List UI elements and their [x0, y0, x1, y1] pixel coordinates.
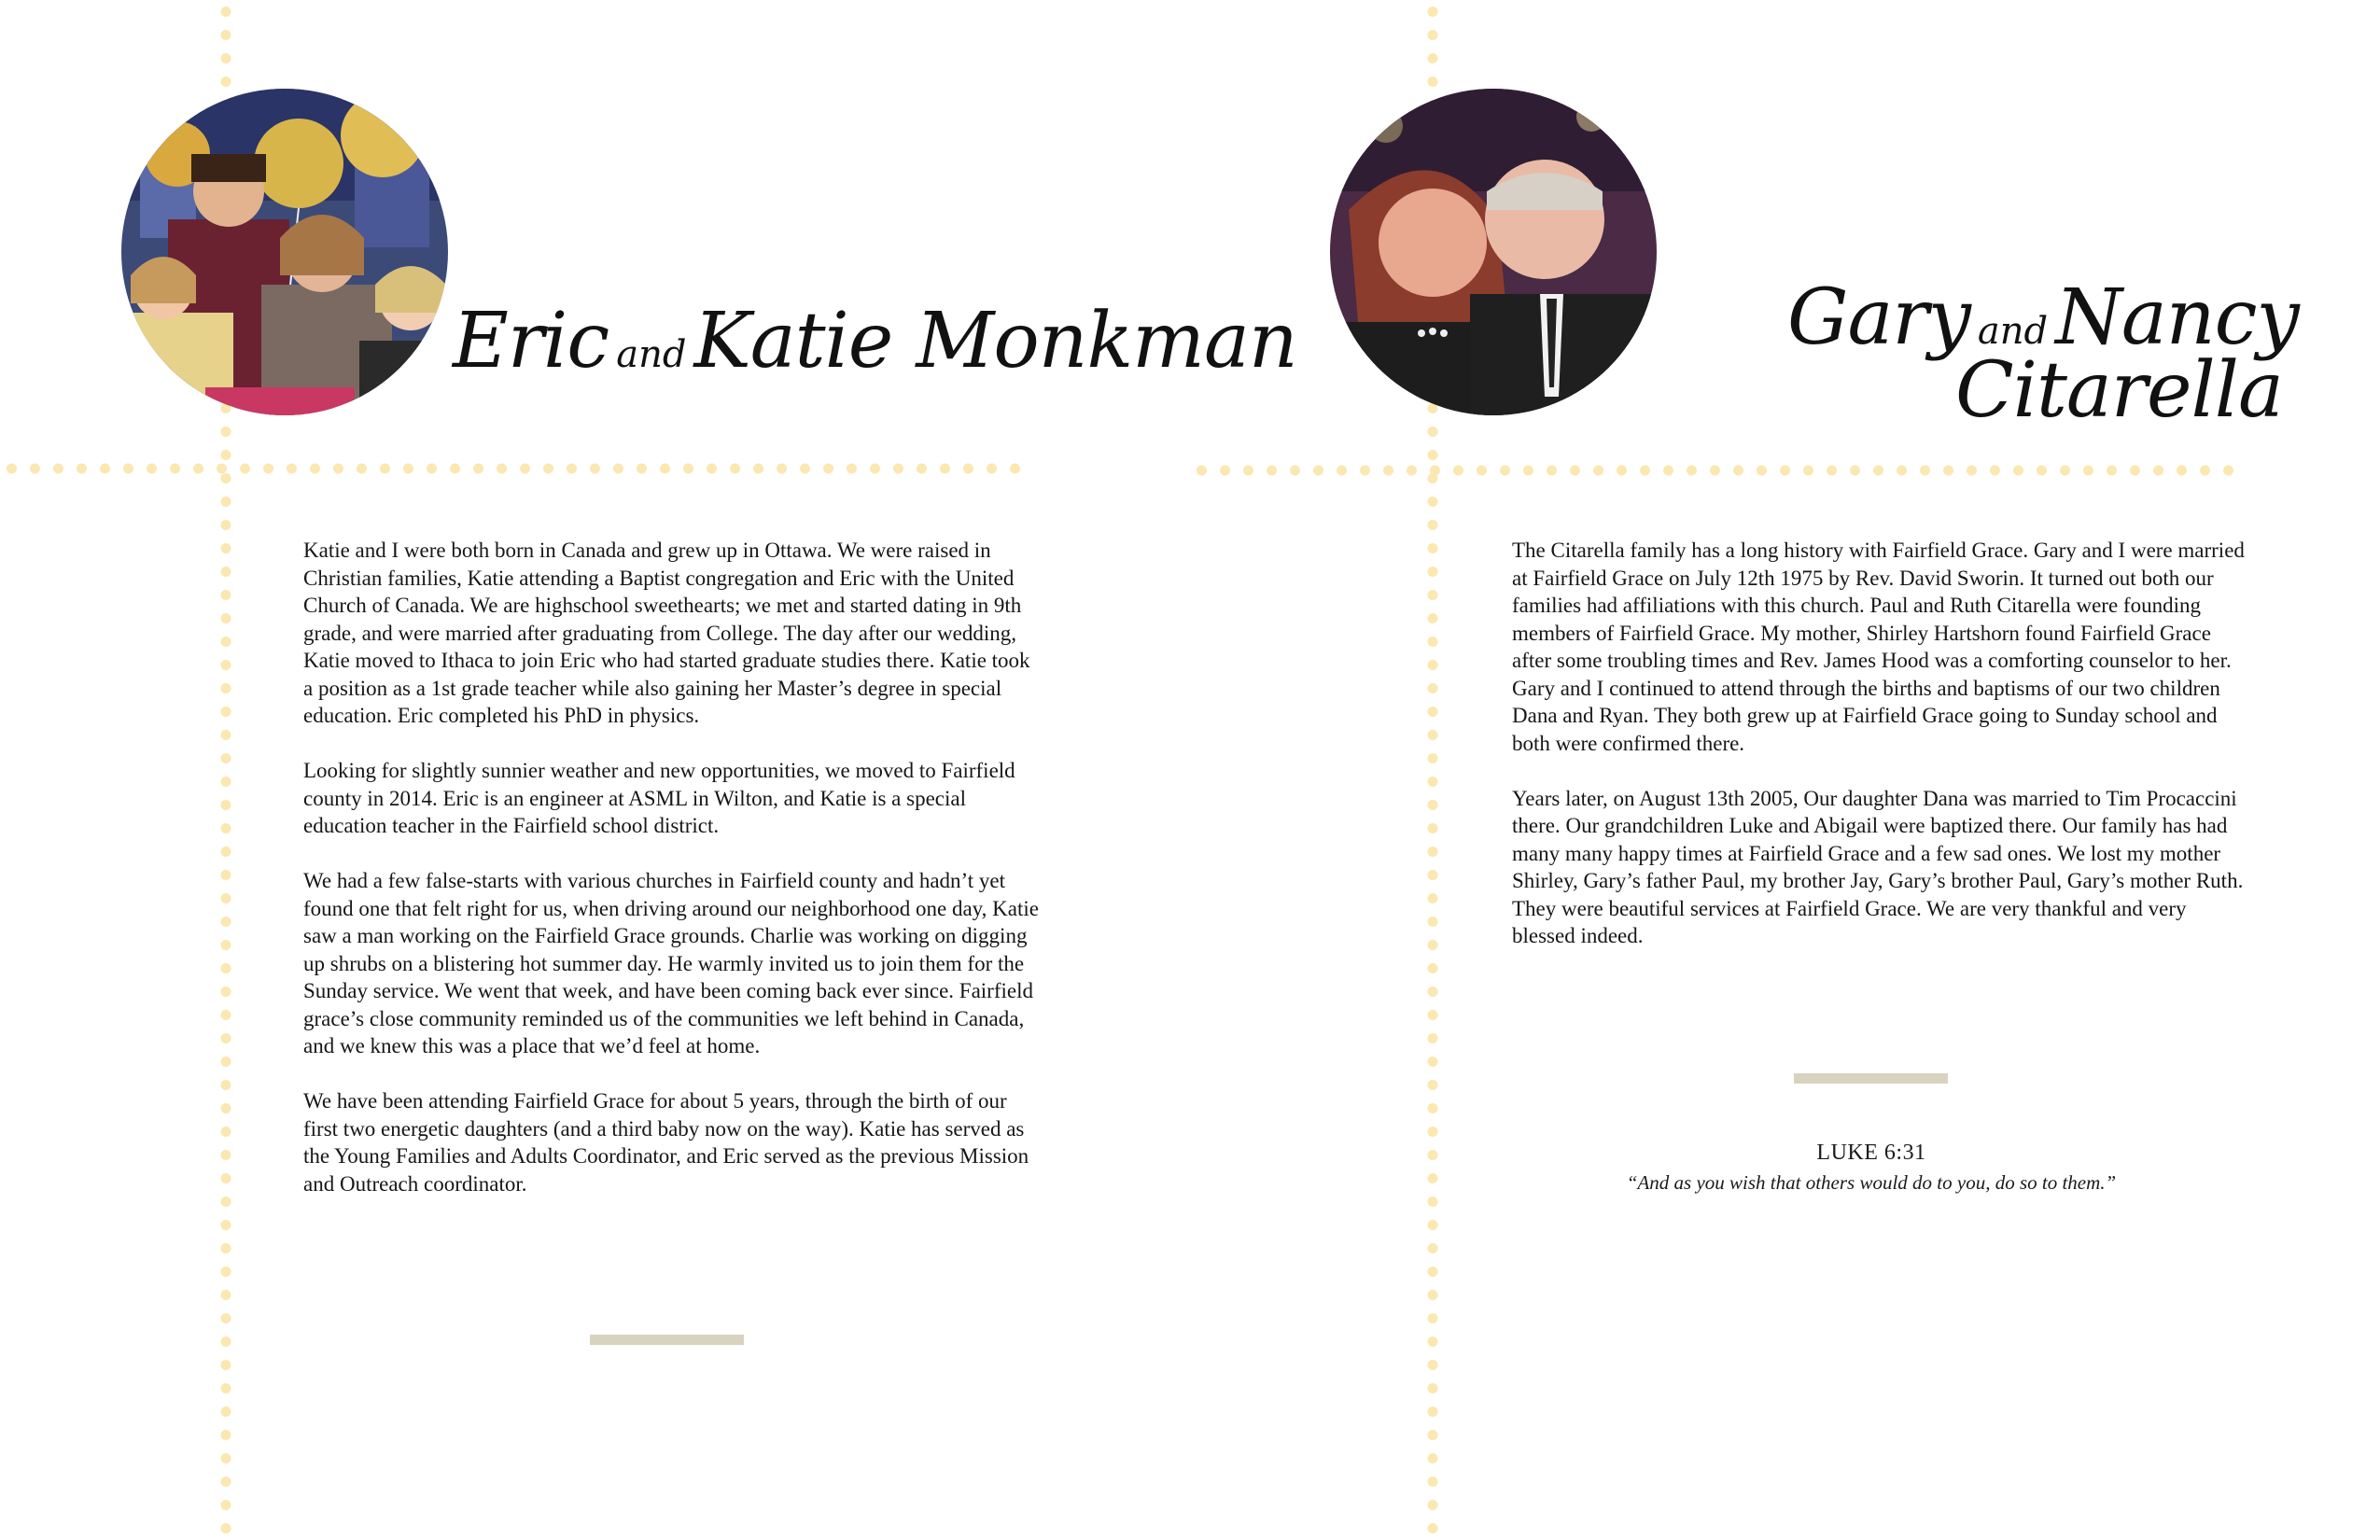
monkman-title [453, 297, 1297, 385]
title-and: and [1977, 310, 2049, 353]
story-paragraph: Looking for slightly sunnier weather and new opportunities, we moved to Fairfield county in 2014. Eric is an engineer at ASML in Wilton, and Katie is a special education teacher in the Fairfield school district. [303, 759, 1015, 837]
monkman-family-photo [121, 89, 448, 415]
right-page [1190, 0, 2380, 1540]
title-line-1 [1787, 273, 2299, 362]
title-first-name: Eric [453, 297, 609, 385]
title-rest-name-line1: Nancy [2055, 273, 2299, 362]
title-first-name: Gary [1787, 273, 1970, 362]
family-photo-illustration [121, 89, 448, 415]
story-paragraph: Years later, on August 13th 2005, Our daughter Dana was married to Tim Procaccini there. Our grandchildren Luke and Abigail were baptized there. Our family has had many many happy times at Fairfield Grace and a few sad ones. We lost my mother Shirley, Gary’s father Paul, my brother Jay, Gary’s brother Paul, Gary’s mother Ruth. They were beautiful services at Fairfield Grace. We are very thankful and very blessed indeed. [1512, 786, 2244, 947]
citarella-couple-photo [1330, 89, 1657, 415]
title-and: and [616, 333, 687, 376]
couple-photo-illustration [1330, 89, 1657, 415]
verse-reference: LUKE 6:31 [1816, 1141, 1926, 1165]
citarella-title [1787, 273, 2380, 448]
title-rest-name-line2: Citarella [1955, 346, 2283, 435]
story-paragraph: Katie and I were both born in Canada and grew up in Ottawa. We were raised in Christian families, Katie attending a Baptist congregation and Eric with the United Church of Canada. We are highschool sweethearts; we met and started dating in 9th grade, and were married after graduating from College. The day after our wedding, Katie moved to Ithaca to join Eric who had started graduate studies there. Katie took a position as a 1st grade teacher while also gaining her Master’s degree in special education. Eric completed his PhD in physics. [303, 539, 1030, 727]
citarella-story [1512, 537, 2249, 977]
story-paragraph: We had a few false-starts with various churches in Fairfield county and hadn’t yet found one that felt right for us, when driving around our neighborhood one day, Katie saw a man working on the Fairfield Grace grounds. Charlie was working on digging up shrubs on a blistering hot summer day. He warmly invited us to join them for the Sunday service. We went that week, and have been coming back ever since. Fairfield grace’s close community reminded us of the communities we left behind in Canada, and we knew this was a place that we’d feel at home. [303, 869, 1039, 1057]
horizontal-dotted-line [1190, 464, 2245, 477]
story-paragraph: The Citarella family has a long history with Fairfield Grace. Gary and I were married at Fairfield Grace on July 12th 1975 by Rev. David Sworin. It turned out both our families had affiliations with this church. Paul and Ruth Citarella were founding members of Fairfield Grace. My mother, Shirley Hartshorn found Fairfield Grace after some troubling times and Rev. James Hood was a comforting counselor to her. Gary and I continued to attend through the births and baptisms of our two children Dana and Ryan. They both grew up at Fairfield Grace going to Sunday school and both were confirmed there. [1512, 539, 2245, 755]
divider-bar [1794, 1073, 1948, 1084]
title-line-2 [1955, 346, 2283, 435]
scripture-verse [1512, 1141, 2231, 1195]
story-paragraph: We have been attending Fairfield Grace for about 5 years, through the birth of our first two energetic daughters (and a third baby now on the way). Katie has served as the Young Families and Adults Coordinator, and Eric served as the previous Mission and Outreach coordinator. [303, 1089, 1029, 1196]
verse-quote: “And as you wish that others would do to you, do so to them.” [1626, 1171, 2117, 1194]
monkman-story [303, 537, 1041, 1225]
divider-bar [590, 1335, 744, 1345]
horizontal-dotted-line [0, 462, 1031, 475]
title-rest-name: Katie Monkman [693, 297, 1297, 385]
